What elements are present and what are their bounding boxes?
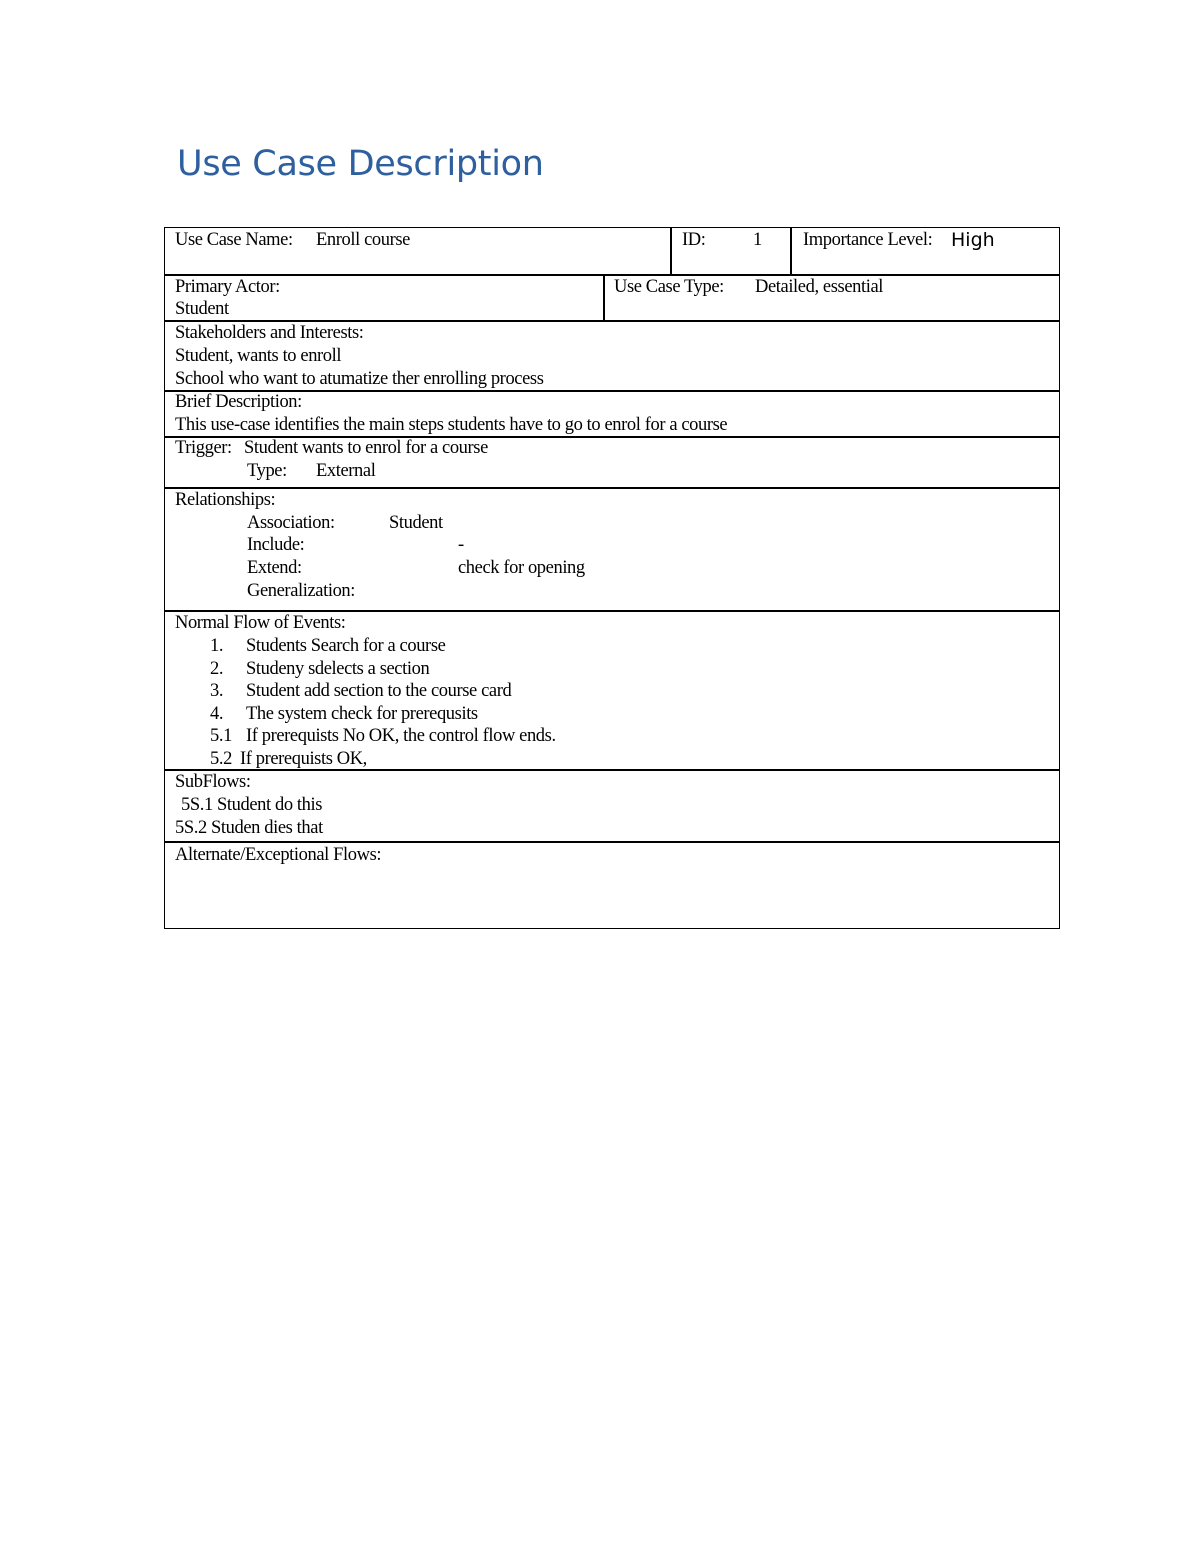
use-case-name-value: Enroll course (316, 230, 410, 250)
primary-actor-value: Student (175, 299, 229, 319)
generalization-label: Generalization: (247, 581, 356, 601)
brief-description-label: Brief Description: (175, 392, 302, 412)
trigger-type-value: External (316, 461, 376, 481)
row-divider (164, 841, 1060, 843)
flow-step-number: 4. (210, 704, 224, 724)
subflows-label: SubFlows: (175, 772, 251, 792)
flow-step-number: 3. (210, 681, 224, 701)
flow-step-number: 1. (210, 636, 224, 656)
flow-step-text: If prerequists No OK, the control flow ends. (246, 726, 556, 746)
use-case-type-label: Use Case Type: (614, 277, 724, 297)
extend-label: Extend: (247, 558, 302, 578)
association-label: Association: (247, 513, 335, 533)
flow-step-text: Students Search for a course (246, 636, 446, 656)
trigger-type-label: Type: (247, 461, 287, 481)
relationships-label: Relationships: (175, 490, 276, 510)
subflow-line: 5S.1 Student do this (181, 795, 323, 815)
include-label: Include: (247, 535, 305, 555)
flow-step-text: If prerequists OK, (240, 749, 367, 769)
column-divider (603, 274, 605, 321)
flow-step-text: The system check for prerequsits (246, 704, 478, 724)
column-divider (670, 227, 672, 275)
stakeholder-line: Student, wants to enroll (175, 346, 342, 366)
column-divider (790, 227, 792, 275)
importance-label: Importance Level: (803, 230, 933, 250)
stakeholder-line: School who want to atumatize ther enrolling process (175, 369, 544, 389)
flow-step-text: Studeny sdelects a section (246, 659, 430, 679)
normal-flow-label: Normal Flow of Events: (175, 613, 346, 633)
id-label: ID: (682, 230, 706, 250)
flow-step-number: 5.1 (210, 726, 232, 746)
include-value: - (458, 535, 464, 555)
row-divider (164, 274, 1060, 276)
brief-description-text: This use-case identifies the main steps students have to go to enrol for a course (175, 415, 728, 435)
use-case-name-label: Use Case Name: (175, 230, 293, 250)
row-divider (164, 487, 1060, 489)
primary-actor-label: Primary Actor: (175, 277, 280, 297)
extend-value: check for opening (458, 558, 585, 578)
stakeholders-label: Stakeholders and Interests: (175, 323, 364, 343)
use-case-type-value: Detailed, essential (755, 277, 884, 297)
flow-step-number: 2. (210, 659, 224, 679)
alternate-flows-label: Alternate/Exceptional Flows: (175, 845, 382, 865)
subflow-line: 5S.2 Studen dies that (175, 818, 323, 838)
importance-value: High (951, 229, 995, 251)
association-value: Student (389, 513, 443, 533)
id-value: 1 (753, 230, 762, 250)
trigger-text: Student wants to enrol for a course (244, 438, 488, 458)
flow-step-text: Student add section to the course card (246, 681, 512, 701)
document-title: Use Case Description (177, 144, 544, 184)
flow-step-number: 5.2 (210, 749, 232, 769)
trigger-label: Trigger: (175, 438, 232, 458)
